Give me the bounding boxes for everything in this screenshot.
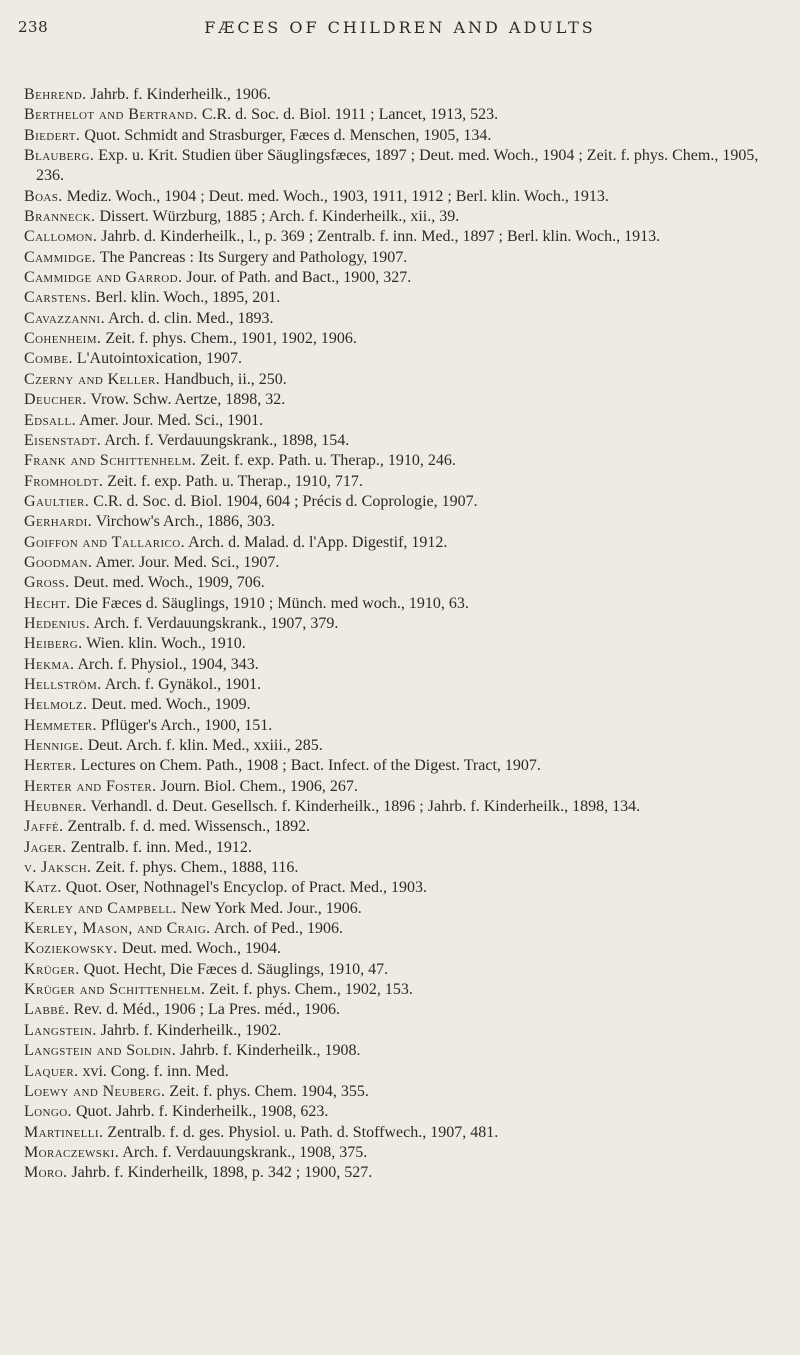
reference-entry (24, 675, 780, 695)
reference-author: Gaultier. (24, 492, 90, 510)
reference-citation: Journ. Biol. Chem., 1906, 267. (160, 777, 358, 795)
reference-author: Gross. (24, 574, 70, 592)
reference-entry (24, 960, 780, 980)
reference-citation: The Pancreas : Its Surgery and Pathology, 1907. (99, 248, 408, 266)
reference-entry (24, 533, 780, 553)
reference-citation: Wien. klin. Woch., 1910. (86, 635, 246, 653)
reference-entry (24, 838, 780, 858)
reference-list (24, 85, 780, 1184)
reference-entry (24, 695, 780, 715)
reference-entry (24, 614, 780, 634)
reference-entry (24, 349, 780, 369)
reference-author: Krüger and Schittenhelm. (24, 981, 206, 999)
reference-author: Hennige. (24, 737, 84, 754)
reference-citation: Quot. Schmidt and Strasburger, Fæces d. Menschen, 1905, 134. (84, 126, 492, 144)
reference-author: Blauberg. (24, 147, 95, 165)
reference-citation: Arch. f. Verdauungskrank., 1898, 154. (104, 431, 350, 449)
reference-entry (24, 878, 780, 898)
reference-entry (24, 1163, 780, 1183)
reference-author: Deucher. (24, 391, 87, 409)
reference-citation: Arch. d. clin. Med., 1893. (108, 309, 274, 327)
reference-author: Cavazzanni. (24, 309, 106, 327)
reference-citation: Arch. of Ped., 1906. (213, 920, 343, 938)
reference-author: Kerley, Mason, and Craig. (24, 920, 211, 938)
reference-citation: Zentralb. f. d. ges. Physiol. u. Path. d. Stoffwech., 1907, 481. (107, 1123, 499, 1141)
reference-citation: Jahrb. f. Kinderheilk, 1898, p. 342 ; 1900, 527. (71, 1164, 373, 1182)
reference-citation: Handbuch, ii., 250. (164, 370, 287, 388)
reference-citation: Arch. f. Verdauungskrank., 1908, 375. (122, 1143, 368, 1161)
reference-author: Fromholdt. (24, 472, 104, 490)
reference-entry (24, 492, 780, 512)
reference-citation: Quot. Hecht, Die Fæces d. Säuglings, 1910, 47. (83, 960, 389, 978)
reference-entry (24, 1021, 780, 1041)
reference-citation: Berl. klin. Woch., 1895, 201. (95, 289, 281, 307)
reference-citation: Quot. Jahrb. f. Kinderheilk., 1908, 623. (75, 1103, 329, 1121)
reference-entry (24, 187, 780, 207)
reference-entry (24, 126, 780, 146)
reference-citation: C.R. d. Soc. d. Biol. 1904, 604 ; Précis d. Coprologie, 1907. (93, 492, 478, 510)
reference-entry (24, 919, 780, 939)
reference-citation: Zentralb. f. inn. Med., 1912. (70, 838, 252, 856)
reference-entry (24, 553, 780, 573)
reference-author: Katz. (24, 879, 62, 897)
reference-entry (24, 512, 780, 532)
reference-entry (24, 1082, 780, 1102)
reference-author: Heiberg. (24, 635, 83, 653)
reference-entry (24, 980, 780, 1000)
reference-citation: Quot. Oser, Nothnagel's Encyclop. of Pract. Med., 1903. (65, 879, 427, 897)
reference-author: Edsall. (24, 411, 77, 429)
reference-citation: Zeit. f. phys. Chem., 1901, 1902, 1906. (105, 330, 357, 348)
reference-citation: Amer. Jour. Med. Sci., 1907. (95, 553, 280, 571)
reference-entry (24, 1102, 780, 1122)
reference-entry (24, 797, 780, 817)
reference-author: Biedert. (24, 126, 81, 144)
reference-entry (24, 594, 780, 614)
reference-citation: C.R. d. Soc. d. Biol. 1911 ; Lancet, 1913, 523. (201, 106, 499, 124)
reference-entry (24, 1123, 780, 1143)
reference-entry (24, 472, 780, 492)
reference-entry (24, 105, 780, 125)
reference-entry (24, 573, 780, 593)
reference-citation: Deut. Arch. f. klin. Med., xxiii., 285. (87, 737, 323, 754)
reference-author: Goodman. (24, 553, 93, 571)
reference-citation: Jour. of Path. and Bact., 1900, 327. (186, 269, 412, 287)
reference-citation: Rev. d. Méd., 1906 ; La Pres. méd., 1906. (73, 1001, 340, 1019)
reference-citation: Die Fæces d. Säuglings, 1910 ; Münch. med woch., 1910, 63. (74, 594, 469, 612)
reference-entry (24, 899, 780, 919)
reference-citation: Vrow. Schw. Aertze, 1898, 32. (90, 391, 286, 409)
reference-author: Cohenheim. (24, 330, 102, 348)
reference-author: Boas. (24, 187, 63, 205)
reference-citation: Arch. f. Gynäkol., 1901. (104, 675, 262, 693)
reference-entry (24, 1000, 780, 1020)
reference-citation: Jahrb. f. Kinderheilk., 1908. (180, 1042, 361, 1060)
reference-entry (24, 431, 780, 451)
reference-entry (24, 85, 780, 105)
reference-citation: Mediz. Woch., 1904 ; Deut. med. Woch., 1903, 1911, 1912 ; Berl. klin. Woch., 1913. (66, 187, 609, 205)
reference-citation: xvi. Cong. f. inn. Med. (82, 1062, 229, 1080)
reference-author: Laquer. (24, 1062, 79, 1080)
reference-author: Hellström. (24, 675, 102, 693)
running-title: FÆCES OF CHILDREN AND ADULTS (204, 18, 596, 37)
reference-author: Herter. (24, 757, 77, 775)
reference-author: Goiffon and Tallarico. (24, 533, 186, 551)
reference-author: Combe. (24, 350, 73, 368)
reference-entry (24, 288, 780, 308)
reference-author: Hedenius. (24, 614, 91, 632)
reference-citation: Verhandl. d. Deut. Gesellsch. f. Kinderheilk., 1896 ; Jahrb. f. Kinderheilk., 1898, 134. (90, 798, 641, 816)
reference-author: Longo. (24, 1103, 72, 1121)
reference-author: Martinelli. (24, 1123, 104, 1141)
reference-entry (24, 777, 780, 797)
reference-entry (24, 1041, 780, 1061)
reference-entry (24, 716, 780, 736)
reference-author: Cammidge and Garrod. (24, 269, 183, 287)
reference-citation: Zeit. f. phys. Chem., 1902, 153. (209, 981, 413, 999)
reference-author: Hecht. (24, 594, 71, 612)
reference-entry (24, 227, 780, 247)
reference-entry (24, 1062, 780, 1082)
reference-citation: Jahrb. f. Kinderheilk., 1902. (100, 1021, 282, 1039)
reference-author: Labbé. (24, 1001, 70, 1019)
reference-entry (24, 451, 780, 471)
reference-citation: Zeit. f. exp. Path. u. Therap., 1910, 246. (200, 452, 456, 470)
reference-entry (24, 1143, 780, 1163)
reference-entry (24, 309, 780, 329)
reference-author: Gerhardi. (24, 513, 93, 531)
reference-author: Moraczewski. (24, 1143, 120, 1161)
reference-entry (24, 411, 780, 431)
reference-author: Koziekowsky. (24, 940, 118, 958)
reference-citation: New York Med. Jour., 1906. (180, 899, 362, 917)
reference-citation: Deut. med. Woch., 1909, 706. (73, 574, 265, 592)
reference-citation: Zeit. f. phys. Chem., 1888, 116. (95, 859, 299, 877)
reference-author: Jaffé. (24, 818, 64, 836)
reference-author: v. Jaksch. (24, 859, 92, 877)
reference-author: Branneck. (24, 208, 96, 226)
reference-author: Behrend. (24, 86, 87, 103)
reference-author: Berthelot and Bertrand. (24, 106, 198, 124)
reference-author: Frank and Schittenhelm. (24, 452, 197, 470)
reference-author: Carstens. (24, 289, 92, 307)
reference-entry (24, 390, 780, 410)
reference-citation: Deut. med. Woch., 1909. (91, 696, 251, 714)
reference-author: Jager. (24, 838, 67, 856)
reference-citation: Arch. f. Verdauungskrank., 1907, 379. (93, 614, 339, 632)
reference-citation: L'Autointoxication, 1907. (76, 350, 242, 368)
reference-author: Moro. (24, 1164, 68, 1182)
reference-entry (24, 207, 780, 227)
reference-citation: Dissert. Würzburg, 1885 ; Arch. f. Kinderheilk., xii., 39. (99, 208, 460, 226)
page-number: 238 (18, 18, 49, 36)
reference-author: Helmolz. (24, 696, 88, 714)
reference-entry (24, 939, 780, 959)
reference-author: Callomon. (24, 228, 98, 246)
reference-author: Heubner. (24, 798, 87, 816)
reference-citation: Exp. u. Krit. Studien über Säuglingsfæces, 1897 ; Deut. med. Woch., 1904 ; Zeit. f. phys. Chem., 1905, 236. (36, 147, 759, 185)
reference-citation: Virchow's Arch., 1886, 303. (95, 513, 275, 531)
reference-author: Langstein. (24, 1021, 97, 1039)
reference-citation: Pflüger's Arch., 1900, 151. (100, 716, 273, 734)
reference-citation: Zentralb. f. d. med. Wissensch., 1892. (67, 818, 311, 836)
reference-entry (24, 817, 780, 837)
reference-citation: Arch. d. Malad. d. l'App. Digestif, 1912. (188, 533, 448, 551)
reference-author: Czerny and Keller. (24, 370, 161, 388)
reference-author: Langstein and Soldin. (24, 1042, 177, 1060)
reference-citation: Arch. f. Physiol., 1904, 343. (77, 655, 259, 673)
reference-citation: Lectures on Chem. Path., 1908 ; Bact. Infect. of the Digest. Tract, 1907. (80, 757, 541, 775)
reference-citation: Zeit. f. phys. Chem. 1904, 355. (169, 1082, 369, 1100)
reference-author: Eisenstadt. (24, 431, 102, 449)
reference-entry (24, 756, 780, 776)
reference-author: Loewy and Neuberg. (24, 1082, 166, 1100)
reference-citation: Zeit. f. exp. Path. u. Therap., 1910, 717. (107, 472, 363, 490)
reference-entry (24, 146, 780, 187)
reference-author: Hekma. (24, 655, 75, 673)
reference-author: Herter and Foster. (24, 777, 157, 795)
page-header (0, 18, 800, 48)
reference-author: Hemmeter. (24, 716, 97, 734)
reference-entry (24, 858, 780, 878)
reference-entry (24, 329, 780, 349)
reference-citation: Deut. med. Woch., 1904. (121, 940, 281, 958)
reference-citation: Amer. Jour. Med. Sci., 1901. (79, 411, 264, 429)
reference-author: Kerley and Campbell. (24, 899, 177, 917)
reference-author: Cammidge. (24, 248, 97, 266)
reference-entry (24, 248, 780, 268)
reference-author: Krüger. (24, 960, 80, 978)
reference-entry (24, 634, 780, 654)
reference-entry (24, 736, 780, 756)
reference-citation: Jahrb. d. Kinderheilk., l., p. 369 ; Zentralb. f. inn. Med., 1897 ; Berl. klin. Woch., 1913. (101, 228, 661, 246)
reference-entry (24, 655, 780, 675)
reference-entry (24, 268, 780, 288)
reference-citation: Jahrb. f. Kinderheilk., 1906. (90, 86, 271, 103)
reference-entry (24, 370, 780, 390)
